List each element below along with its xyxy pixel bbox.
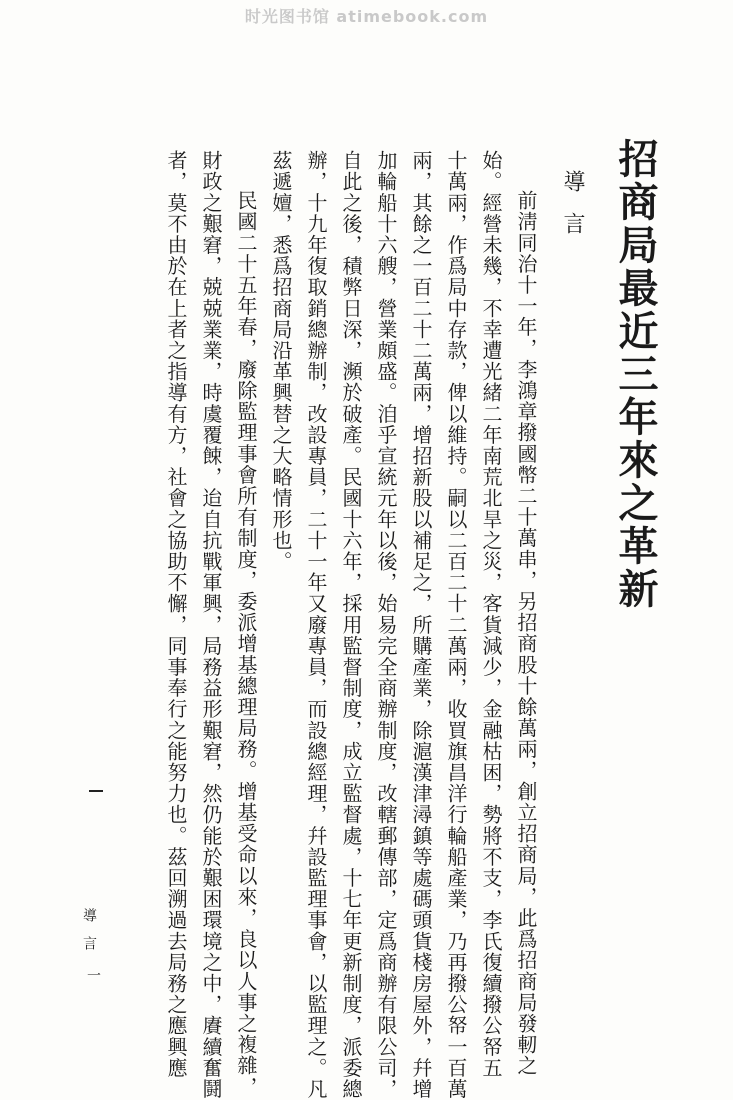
page-title: 招商局最近三年來之革新 [612, 138, 659, 611]
text-line: 十萬兩，作爲局中存款，俾以維持。嗣以二百二十二萬兩，收買旗昌洋行輪船產業，乃再撥公帑一百萬 [444, 150, 468, 1100]
text-line: 辦，十九年復取銷總辦制，改設專員，二十一年又廢專員，而設總經理，幷設監理事會，以監理之。凡 [304, 150, 328, 1100]
running-footer: 導言 [81, 908, 97, 964]
text-line: 前淸同治十一年，李鴻章撥國幣二十萬串，另招商股十餘萬兩，創立招商局，此爲招商局發軔之 [514, 190, 538, 1077]
page-number-rule [89, 790, 103, 792]
text-line: 加輪船十六艘，營業頗盛。洎乎宣統元年以後，始易完全商辦制度，改轄郵傳部，定爲商辦有限公司， [374, 150, 398, 1100]
text-line: 茲遞嬗，悉爲招商局沿革興替之大略情形也。 [269, 150, 293, 572]
page-number: 一 [85, 968, 101, 982]
text-line: 財政之艱窘，兢兢業業，時虞覆餗，迨自抗戰軍興，局務益形艱窘，然仍能於艱困環境之中，賡續奮鬪 [199, 150, 223, 1100]
text-line: 自此之後，積弊日深，瀕於破產。民國十六年，採用監督制度，成立監督處，十七年更新制度，派委總 [339, 150, 363, 1100]
section-heading: 導言 [560, 170, 585, 254]
text-line: 始。經營未幾，不幸遭光緒二年南荒北旱之災，客貨減少，金融枯困，勢將不支，李氏復續撥公帑五 [479, 150, 503, 1079]
watermark: 时光图书馆 atimebook.com [244, 7, 489, 26]
text-line: 民國二十五年春，廢除監理事會所有制度，委派增基總理局務。增基受命以來，良以人事之複雜， [234, 190, 258, 1098]
text-line: 者，莫不由於在上者之指導有方，社會之協助不懈，同事奉行之能努力也。茲回溯過去局務之應興應 [164, 150, 188, 1079]
text-line: 兩，其餘之一百二十二萬兩，增招新股以補足之，所購產業，除滬漢津潯鎮等處碼頭貨棧房屋外，幷增 [409, 150, 433, 1100]
body-text [158, 150, 543, 1100]
